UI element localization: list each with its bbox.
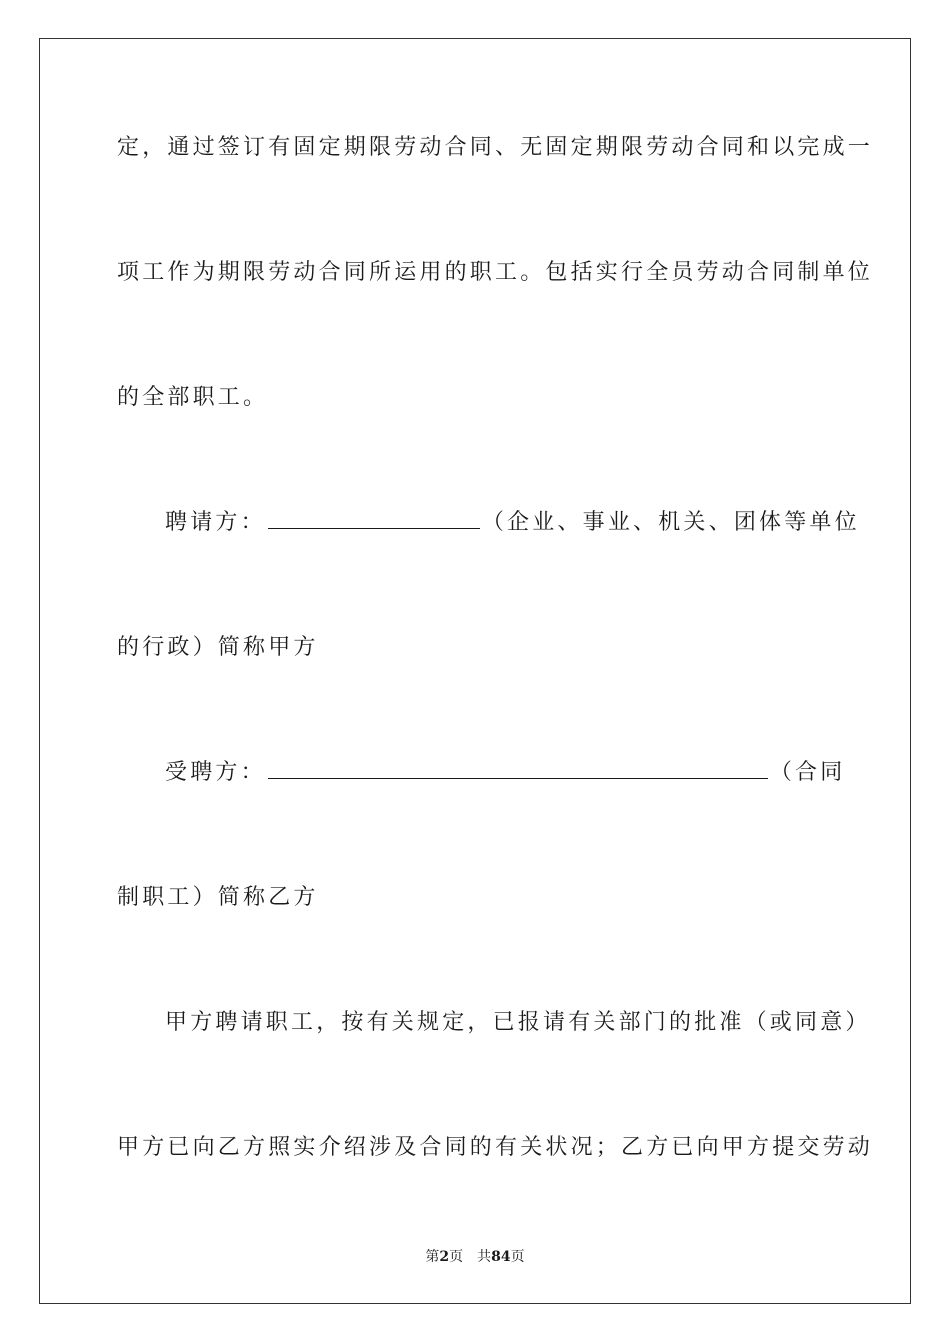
footer-page-number: 2 [439, 1249, 450, 1265]
paragraph-line-2: 项工作为期限劳动合同所运用的职工。包括实行全员劳动合同制单位 [117, 260, 874, 285]
footer-total-prefix: 共 [477, 1249, 492, 1265]
footer-page-prefix: 第 [425, 1249, 440, 1265]
body-line-2: 甲方已向乙方照实介绍涉及合同的有关状况；乙方已向甲方提交劳动 [117, 1135, 874, 1160]
employer-blank-field[interactable] [268, 508, 480, 529]
footer-total-pages: 84 [491, 1249, 511, 1265]
employee-label: 受聘方： [165, 760, 266, 785]
footer-page-suffix: 页 [449, 1249, 464, 1265]
page-frame [39, 38, 911, 1304]
employer-continuation: 的行政）简称甲方 [117, 635, 319, 660]
employer-row [165, 508, 860, 538]
body-line-1: 甲方聘请职工，按有关规定，已报请有关部门的批准（或同意） [165, 1010, 871, 1035]
employee-continuation: 制职工）简称乙方 [117, 885, 319, 910]
employer-label: 聘请方： [165, 510, 266, 535]
employee-row [165, 758, 846, 788]
employee-blank-field[interactable] [268, 758, 768, 779]
employee-note: （合同 [769, 760, 846, 785]
footer-total-suffix: 页 [510, 1249, 525, 1265]
paragraph-line-1: 定，通过签订有固定期限劳动合同、无固定期限劳动合同和以完成一 [117, 135, 874, 160]
page-footer [0, 1248, 950, 1266]
paragraph-line-3: 的全部职工。 [117, 385, 269, 410]
employer-note: （企业、事业、机关、团体等单位 [481, 510, 860, 535]
